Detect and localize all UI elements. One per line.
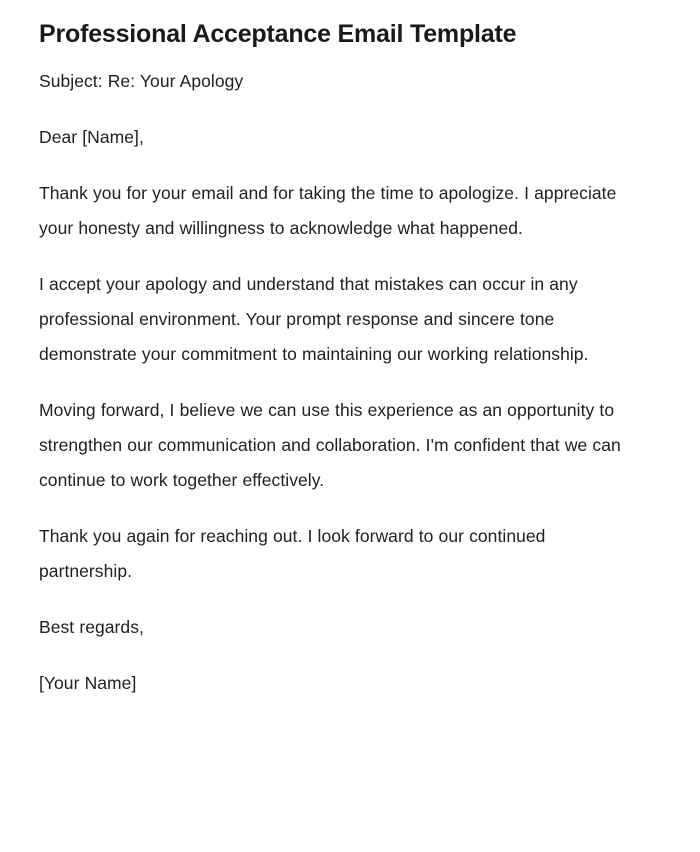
email-subject-line: Subject: Re: Your Apology — [39, 71, 244, 91]
email-paragraph-3: Moving forward, I believe we can use this experience as an opportunity to strengthen our communication and collaboration. I'm confident that we can continue to work together effectively. — [39, 400, 621, 490]
email-paragraph-1: Thank you for your email and for taking the time to apologize. I appreciate your honesty and willingness to acknowledge what happened. — [39, 183, 617, 238]
page-title: Professional Acceptance Email Template — [39, 20, 517, 48]
email-salutation: Dear [Name], — [39, 127, 144, 147]
email-body — [39, 64, 640, 701]
email-signature: [Your Name] — [39, 673, 137, 693]
email-paragraph-4: Thank you again for reaching out. I look forward to our continued partnership. — [39, 526, 546, 581]
email-paragraph-2: I accept your apology and understand that mistakes can occur in any professional environment. Your prompt response and sincere tone demonstrate your commitment to maintaining our working relationship. — [39, 274, 589, 364]
email-closing: Best regards, — [39, 617, 144, 637]
